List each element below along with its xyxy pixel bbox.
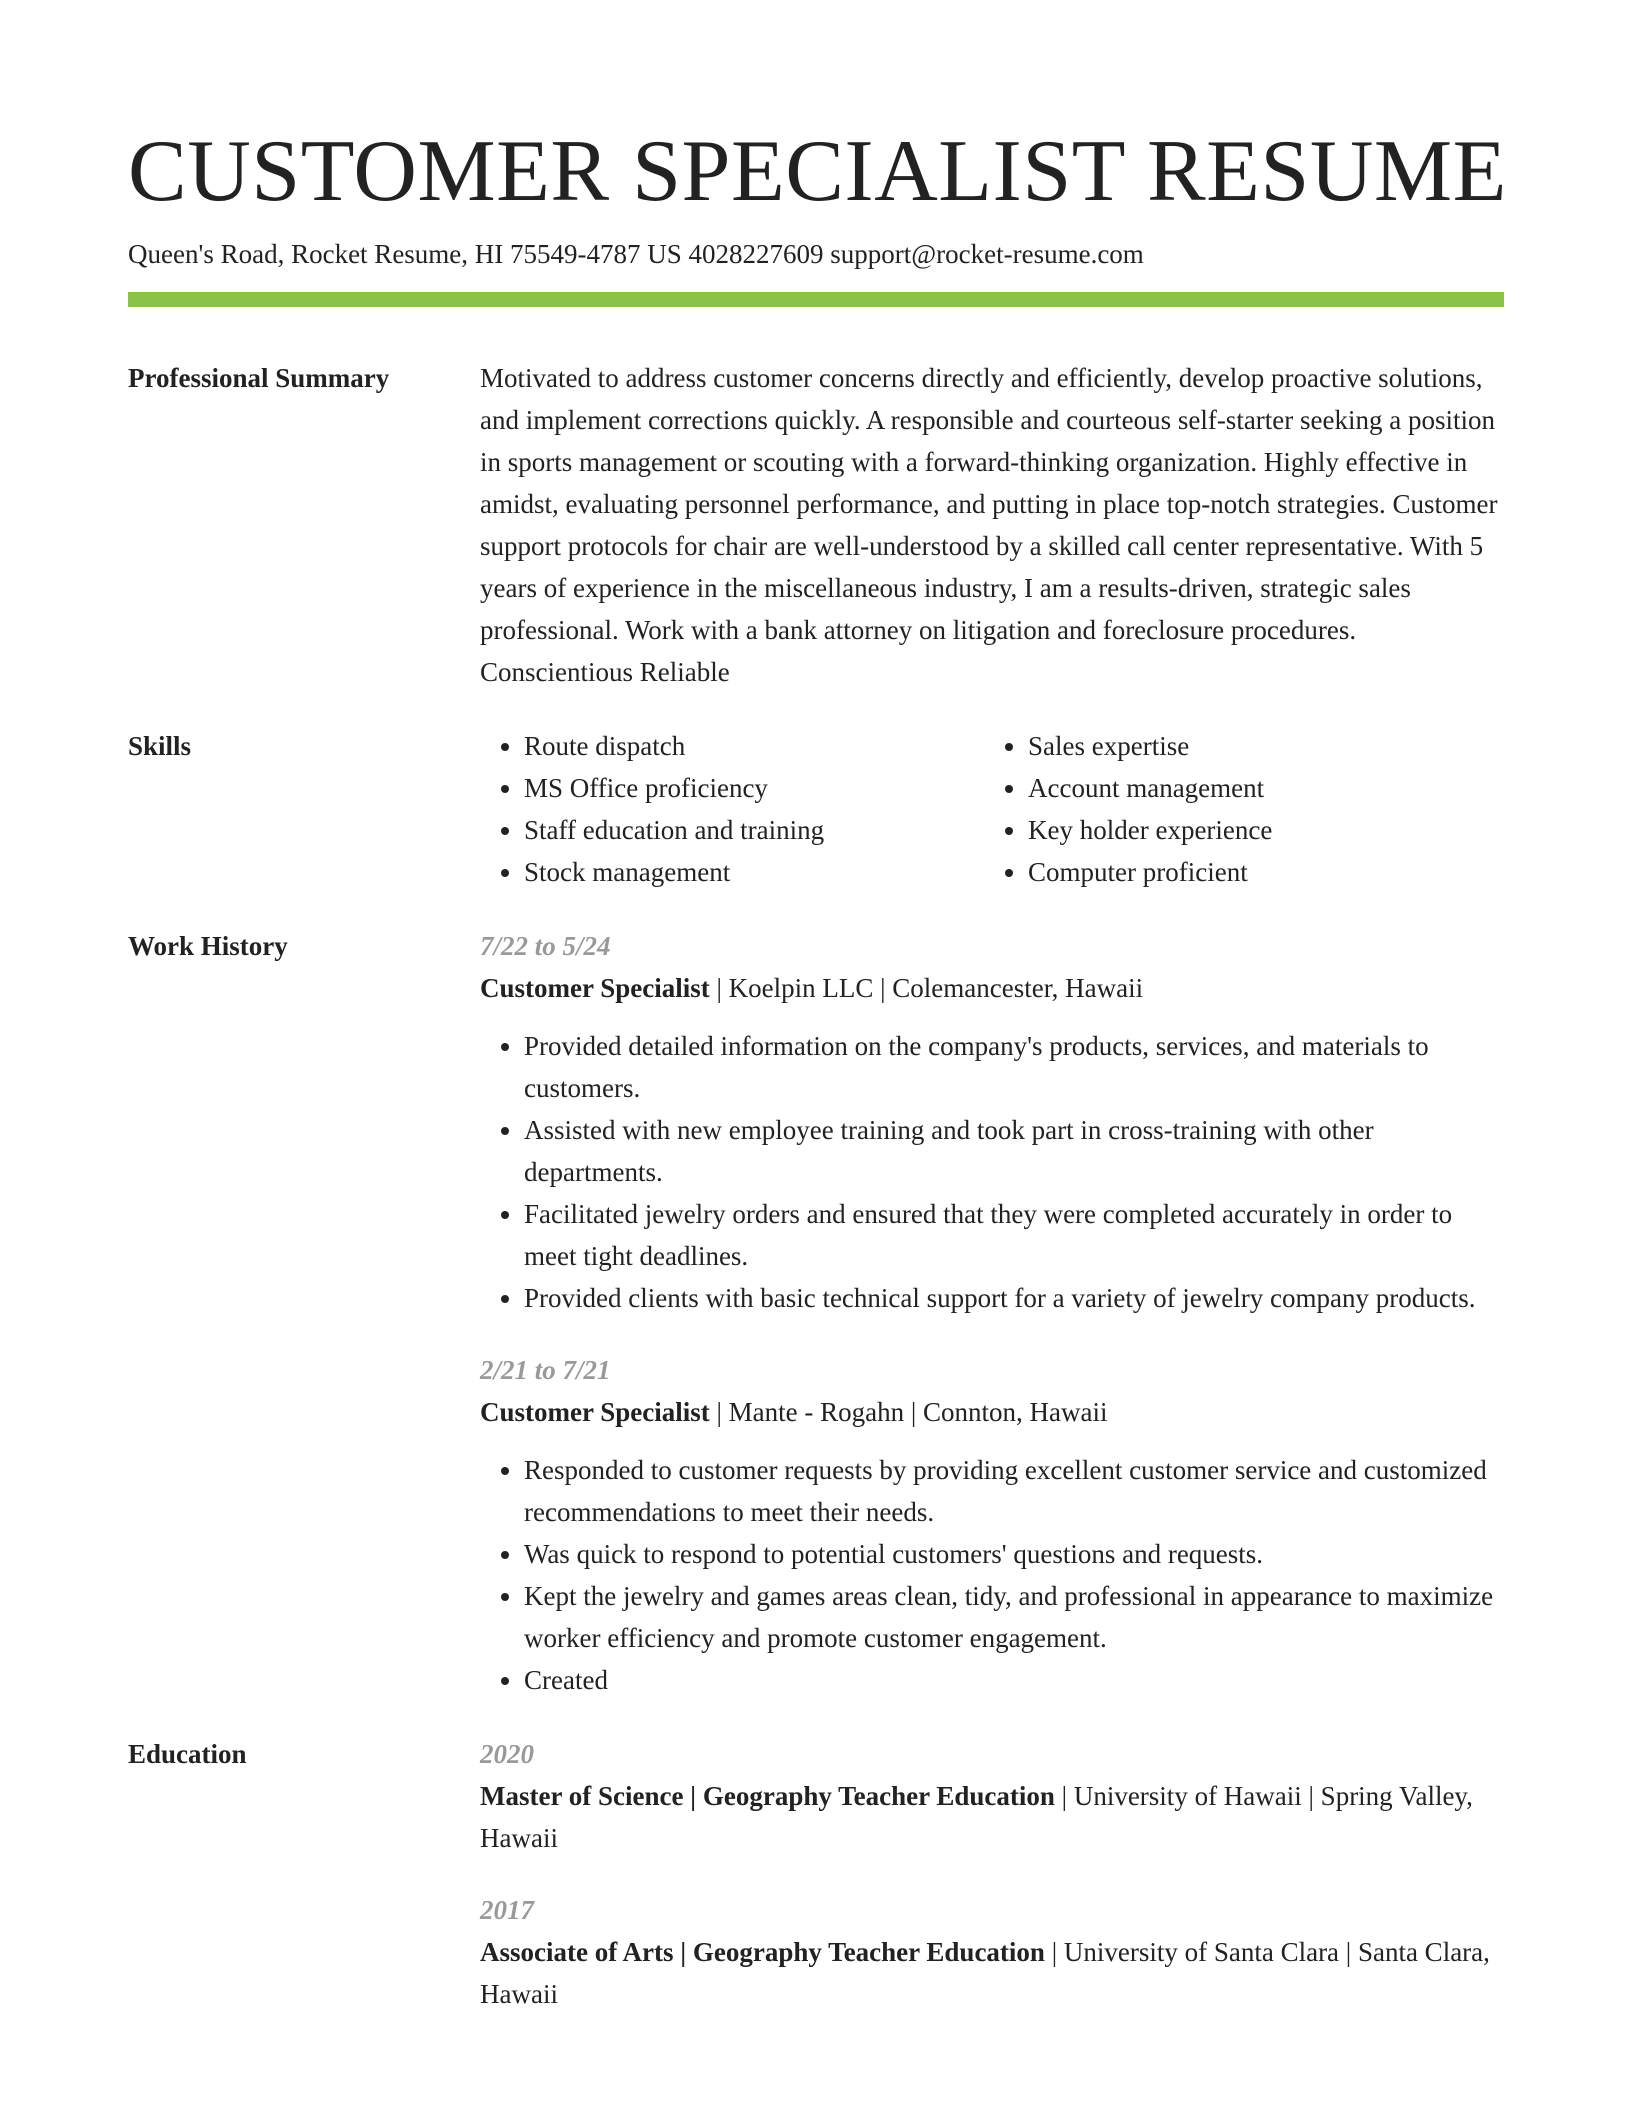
summary-section — [128, 357, 1504, 693]
job-dates: 7/22 to 5/24 — [480, 931, 611, 961]
job-title: Customer Specialist — [480, 1397, 710, 1427]
education-heading — [480, 1775, 1504, 1859]
skills-body — [480, 725, 1504, 893]
education-body — [480, 1733, 1504, 2015]
job-dates: 2/21 to 7/21 — [480, 1355, 611, 1385]
education-school-line: | University of Hawaii | Spring Valley, Hawaii — [480, 1781, 1473, 1853]
section-title-skills: Skills — [128, 731, 192, 761]
section-title-education: Education — [128, 1739, 247, 1769]
summary-text: Motivated to address customer concerns directly and efficiently, develop proactive solutions, and implement corrections quickly. A responsible and courteous self-starter seeking a position in sports management or scouting with a forward-thinking organization. Highly effective in amidst, evaluating personnel performance, and putting in place top-notch strategies. Customer support protocols for chair are well-understood by a skilled call center representative. With 5 years of experience in the miscellaneous industry, I am a results-driven, strategic sales professional. Work with a bank attorney on litigation and foreclosure procedures. Conscientious Reliable — [480, 363, 1498, 687]
education-year: 2020 — [480, 1739, 534, 1769]
skills-grid — [480, 725, 1504, 893]
job-heading — [480, 967, 1504, 1009]
education-year: 2017 — [480, 1895, 534, 1925]
job-bullet: • Created — [524, 1659, 1504, 1701]
job-bullet-list — [480, 1449, 1504, 1701]
job-bullet-list — [480, 1025, 1504, 1319]
education-section — [128, 1733, 1504, 2015]
job-bullet: • Kept the jewelry and games areas clean, tidy, and professional in appearance to maximize worker efficiency and promote customer engagement. — [524, 1575, 1504, 1659]
work-history-body — [480, 925, 1504, 1701]
resume-title: CUSTOMER SPECIALIST RESUME — [128, 123, 1507, 220]
skill-item: • Route dispatch — [524, 725, 984, 767]
job-entry — [480, 1349, 1504, 1701]
skill-item: • MS Office proficiency — [524, 767, 984, 809]
skill-item: • Account management — [1028, 767, 1488, 809]
contact-line: Queen's Road, Rocket Resume, HI 75549-4787 US 4028227609 support@rocket-resume.com — [128, 239, 1144, 269]
section-title-summary: Professional Summary — [128, 363, 390, 393]
job-bullet: • Responded to customer requests by providing excellent customer service and customized recommendations to meet their needs. — [524, 1449, 1504, 1533]
job-heading — [480, 1391, 1504, 1433]
education-entry — [480, 1733, 1504, 1859]
skill-item: • Computer proficient — [1028, 851, 1488, 893]
skill-item: • Sales expertise — [1028, 725, 1488, 767]
job-company-line: | Mante - Rogahn | Connton, Hawaii — [709, 1397, 1108, 1427]
education-entry — [480, 1889, 1504, 2015]
education-school-line: | University of Santa Clara | Santa Clara, Hawaii — [480, 1937, 1490, 2009]
skill-item: • Key holder experience — [1028, 809, 1488, 851]
job-company-line: | Koelpin LLC | Colemancester, Hawaii — [709, 973, 1144, 1003]
job-entry — [480, 925, 1504, 1319]
job-bullet: • Provided detailed information on the company's products, services, and materials to customers. — [524, 1025, 1504, 1109]
section-title-work-history: Work History — [128, 931, 288, 961]
job-bullet: • Provided clients with basic technical support for a variety of jewelry company products. — [524, 1277, 1504, 1319]
education-degree: Master of Science | Geography Teacher Education — [480, 1781, 1055, 1811]
skills-list-left — [480, 725, 984, 893]
skill-item: • Stock management — [524, 851, 984, 893]
work-history-section — [128, 925, 1504, 1701]
education-degree: Associate of Arts | Geography Teacher Education — [480, 1937, 1045, 1967]
skills-list-right — [984, 725, 1488, 893]
education-heading — [480, 1931, 1504, 2015]
job-bullet: • Was quick to respond to potential customers' questions and requests. — [524, 1533, 1504, 1575]
job-title: Customer Specialist — [480, 973, 710, 1003]
skill-item: • Staff education and training — [524, 809, 984, 851]
job-bullet: • Facilitated jewelry orders and ensured that they were completed accurately in order to meet tight deadlines. — [524, 1193, 1504, 1277]
header-divider — [128, 292, 1504, 307]
skills-section — [128, 725, 1504, 893]
job-bullet: • Assisted with new employee training and took part in cross-training with other departments. — [524, 1109, 1504, 1193]
